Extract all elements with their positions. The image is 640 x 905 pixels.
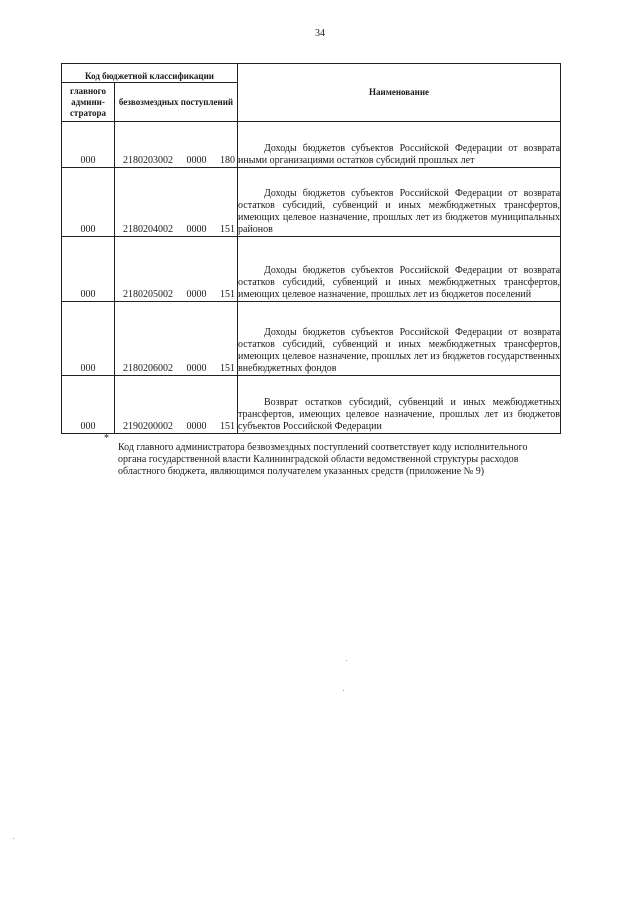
scan-speck bbox=[346, 660, 347, 661]
footnote-text: Код главного администратора безвозмездных поступлений соответствует коду исполнительного органа государственной власти Калининградской области ведомственной структуры расходов областного бюджета, являющимся получателем указанных средств (приложение № 9) bbox=[118, 442, 528, 477]
income-code-cell bbox=[115, 237, 238, 302]
page-number: 34 bbox=[315, 28, 325, 39]
subtype-code: 0000 bbox=[186, 289, 207, 300]
admin-code-cell: 000 bbox=[62, 168, 115, 237]
table-row bbox=[62, 168, 561, 237]
type-code: 151 bbox=[220, 224, 235, 235]
type-code: 151 bbox=[220, 421, 235, 432]
admin-code-cell: 000 bbox=[62, 376, 115, 434]
admin-code-cell: 000 bbox=[62, 302, 115, 376]
subtype-code: 0000 bbox=[186, 155, 207, 166]
row-name-text: Доходы бюджетов субъектов Российской Федерации от возврата иными организациями остатков субсидий прошлых лет bbox=[238, 143, 561, 166]
classification-code: 2180206002 bbox=[123, 363, 173, 374]
income-code-cell bbox=[115, 168, 238, 237]
classification-code: 2180204002 bbox=[123, 224, 173, 235]
row-name-text: Доходы бюджетов субъектов Российской Федерации от возврата остатков субсидий, субвенций и иных межбюджетных трансфертов, имеющих целевое назначение, прошлых лет из бюджетов поселений bbox=[238, 265, 561, 300]
type-code: 151 bbox=[220, 289, 235, 300]
name-cell bbox=[238, 168, 561, 237]
subtype-code: 0000 bbox=[186, 421, 207, 432]
header-main-administrator: главного админи-стратора bbox=[62, 83, 115, 122]
type-code: 151 bbox=[220, 363, 235, 374]
income-code-cell bbox=[115, 122, 238, 168]
subtype-code: 0000 bbox=[186, 224, 207, 235]
name-cell bbox=[238, 237, 561, 302]
name-cell bbox=[238, 302, 561, 376]
classification-code: 2180205002 bbox=[123, 289, 173, 300]
name-cell bbox=[238, 376, 561, 434]
income-code-cell bbox=[115, 302, 238, 376]
type-code: 180 bbox=[220, 155, 235, 166]
table-row bbox=[62, 122, 561, 168]
scan-speck bbox=[343, 690, 344, 691]
header-budget-classification-code: Код бюджетной классификации bbox=[62, 64, 238, 83]
subtype-code: 0000 bbox=[186, 363, 207, 374]
name-cell bbox=[238, 122, 561, 168]
table-row bbox=[62, 302, 561, 376]
table-row bbox=[62, 376, 561, 434]
header-gratuitous-receipts: безвозмездных поступлений bbox=[115, 83, 238, 122]
classification-code: 2190200002 bbox=[123, 421, 173, 432]
scan-speck bbox=[13, 838, 14, 839]
admin-code-cell: 000 bbox=[62, 122, 115, 168]
footnote-mark: * bbox=[104, 433, 109, 444]
row-name-text: Доходы бюджетов субъектов Российской Федерации от возврата остатков субсидий, субвенций и иных межбюджетных трансфертов, имеющих целевое назначение, прошлых лет из бюджетов государственных внебюджетных фондов bbox=[238, 327, 561, 374]
table-row bbox=[62, 237, 561, 302]
header-name: Наименование bbox=[238, 64, 561, 122]
row-name-text: Доходы бюджетов субъектов Российской Федерации от возврата остатков субсидий, субвенций и иных межбюджетных трансфертов, имеющих целевое назначение, прошлых лет из бюджетов муниципальных районов bbox=[238, 188, 561, 235]
income-code-cell bbox=[115, 376, 238, 434]
classification-code: 2180203002 bbox=[123, 155, 173, 166]
row-name-text: Возврат остатков субсидий, субвенций и иных межбюджетных трансфертов, имеющих целевое назначение, прошлых лет из бюджетов субъектов Российской Федерации bbox=[238, 397, 561, 432]
budget-classification-table bbox=[61, 63, 561, 434]
admin-code-cell: 000 bbox=[62, 237, 115, 302]
